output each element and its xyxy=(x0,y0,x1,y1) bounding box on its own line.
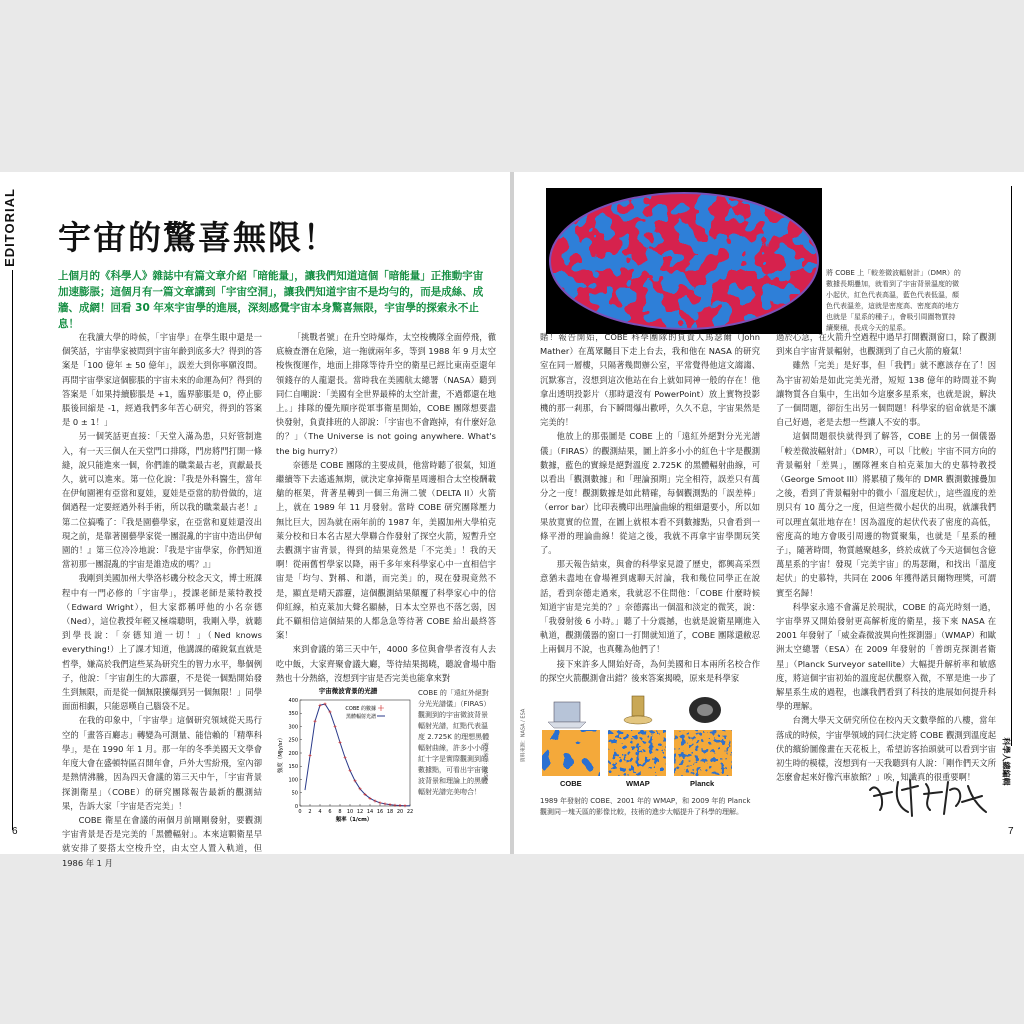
cobe-data-point xyxy=(344,756,347,759)
y-tick-label: 0 xyxy=(294,803,298,810)
cobe-satellite-icon xyxy=(548,702,586,728)
cmb-sky-map xyxy=(546,188,822,334)
paragraph: 科學家永遠不會滿足於現狀，COBE 的高光時刻一過，宇宙學界又開始發射更高解析度的衛星，接下來 NASA 在 2001 年發射了「威金森微波異向性探測器」（WMAP）和歐洲太空總署（ESA）在 2009 年發射的「普朗克探測者衛星」（Planck Surveyor satellite）大幅提升解析率和敏感度，將這個宇宙初始的溫度起伏觀察入微，不單是進一步了解星系生成的過程，也讓我們看到了科技的進展如何提升科學的理解。 xyxy=(776,601,996,712)
x-tick-label: 0 xyxy=(298,809,302,815)
page-number: 6 xyxy=(12,826,18,837)
text-column-1 xyxy=(62,330,262,868)
satellite-credit: 資料來源：NASA / ESA xyxy=(520,708,527,763)
cmb-spectrum-chart xyxy=(276,684,416,824)
x-tick-label: 10 xyxy=(346,809,354,815)
article-lede: 上個月的《科學人》雜誌中有篇文章介紹「暗能量」，讓我們知道這個「暗能量」正推動宇宙加速膨脹；這個月有一篇文章講到「宇宙空洞」，讓我們知道宇宙不是均勻的，而是成絲、成牆、成網！回看 30 年來宇宙學的進展，深刻感覺宇宙本身驚喜無限，宇宙學的探索永不止息！ xyxy=(58,270,484,330)
hot-region xyxy=(546,188,822,334)
text-column-2 xyxy=(276,330,496,683)
right-page xyxy=(514,172,1024,854)
paragraph: COBE 衛星在會議的兩個月前剛剛發射，要觀測宇宙背景是否是完美的「黑體輻射」。本來這顆衛星早就安排了要搭太空梭升空，由太空人置入軌道，但 1986 年 1 月 xyxy=(62,814,262,868)
cmb-map-svg xyxy=(546,188,822,334)
y-tick-label: 350 xyxy=(288,711,298,718)
text-column-4 xyxy=(776,330,996,818)
signature-svg xyxy=(864,772,994,822)
editor-label: 科學人總編輯 xyxy=(1001,737,1011,786)
paragraph: 接下來許多人開始好奇，為何美國和日本兩所名校合作的探空火箭觀測會出錯？後來答案揭曉，原來是科學家 xyxy=(540,658,760,683)
y-tick-label: 200 xyxy=(288,750,298,757)
paragraph: 過於心急，在火箭升空過程中過早打開觀測窗口，除了觀測到來自宇宙背景輻射，也觀測到了自己火箭的廢氣！ xyxy=(776,332,996,357)
planck-sky-patch xyxy=(674,730,732,776)
vertical-rule xyxy=(1011,186,1012,746)
paragraph: 在我的印象中，「宇宙學」這個研究領域從天馬行空的「畫答百廳志」轉變為可測量、能信賴的「精準科學」，是在 1990 年 1 月。那一年的冬季美國天文學會年度大會在盛頓特區召開年會，戶外大雪紛飛，室內卻是熱情沸騰，因為四天會議的第三天中午，「宇宙背景探測衛星」（COBE）的研究團隊報告最新的觀測結果，告訴大家「宇宙是否完美」！ xyxy=(62,715,262,811)
x-tick-label: 22 xyxy=(406,809,414,815)
label-cobe: COBE xyxy=(560,779,582,788)
label-wmap: WMAP xyxy=(626,779,650,788)
cobe-data-point xyxy=(339,741,342,744)
paragraph: 在我讀大學的時候，「宇宙學」在學生眼中還是一個笑話，宇宙學家被問到宇宙年齡到底多大？得到的答案是「100 億年 ± 50 億年」，誤差大到你寧願沒問。再問宇宙學家這個膨脹的宇宙未來的命運為何？得到的答案是「如果持續膨脹是 +1，臨界膨脹是 0，停止膨脹後回縮是 -1，經過我們多年苦心研究，得到的答案是 0 ± 1！」 xyxy=(62,332,262,428)
map-caption: 將 COBE 上「較差微波輻射計」（DMR）的數據長期疊加，就看到了宇宙背景溫度的微小起伏，紅色代表高溫，藍色代表低溫，顏色代表溫差，這就是密度高、密度高的地方也就是「星系的種子」，會吸引周圍物質持續聚積，長成今天的星系。 xyxy=(826,269,961,332)
cobe-data-point xyxy=(334,725,337,728)
wmap-satellite-icon xyxy=(624,696,652,724)
x-tick-label: 20 xyxy=(396,809,404,815)
chart-ylabel: 強度（MJy/sr） xyxy=(278,734,284,774)
signature-image xyxy=(864,772,994,822)
chart-credit: 資料來源：NASA xyxy=(481,742,488,781)
y-tick-label: 300 xyxy=(288,724,298,731)
x-tick-label: 2 xyxy=(308,809,312,815)
cobe-data-point xyxy=(319,704,322,707)
vertical-rule xyxy=(12,270,13,830)
cobe-data-point xyxy=(379,801,382,804)
paragraph: 我剛到美國加州大學洛杉磯分校念天文，博士班課程中有一門必修的「宇宙學」，授課老師是萊特教授（Edward Wright），但大家都稱呼他的小名奈德（Ned），這位教授年輕又極端聰明，我剛入學，就聽到學長說：「奈德知道一切！」（Ned knows everything!）上了課才知道，他講課的確銳氣直就是哲學，嫌高於我們這些某為研究生的智力水平，舉個例子，他說：「宇宙創生的大霹靂，不是從一個點開始發生到無限，而是從一個無限擴爆到另一個無限！」同學面面相覷，只能惡嘆自己腦袋不足。 xyxy=(62,573,262,712)
paragraph: 賭！報告開始，COBE 科學團隊的負責人馬瑟爾（John Mather）在萬眾矚目下走上台去，我和他在 NASA 的研究室在同一層樓，只隔著幾間辦公室，平常覺得他這文謅謅、沉默寡言，沒想到這次他站在台上就如同神一般的存在！他拿出透明投影片（那時還沒有 PowerPoint）放上實物投影機的那一剎那，台下瞬間爆出歡呼，久久不息，宇宙果然是完美的！ xyxy=(540,332,760,428)
satellite-caption: 1989 年發射的 COBE、2001 年的 WMAP，和 2009 年的 Planck 觀測同一塊天區的影像比較，技術的進步大幅提升了科學的理解。 xyxy=(540,797,751,816)
cobe-data-point xyxy=(309,754,312,757)
chart-xlabel: 頻率（1/cm） xyxy=(335,817,373,823)
x-tick-label: 16 xyxy=(376,809,384,815)
cobe-sky-patch xyxy=(542,730,600,776)
paragraph: 台灣大學天文研究所位在校內天文數學館的八樓，當年落成的時候，宇宙學領域的同仁決定將 COBE 觀測到溫度起伏的繽紛圖像畫在天花板上，希望訪客抬頭就可以看到宇宙初生時的模樣，沒想到有一天我聽到有人說：「剛作們天文所怎麼會起來好像汽車旅館？」唉，知識真的很重要啊！ xyxy=(776,715,996,783)
satellite-svg xyxy=(540,690,736,778)
left-page xyxy=(0,172,510,868)
satellite-comparison xyxy=(540,690,736,790)
paragraph: 雖然「完美」是好事，但「我們」就不應該存在了！因為宇宙初始是如此完美光滑，短短 138 億年的時間並不夠讓物質各自集中，生出如今這麼多星系來，也就是說，解決了一個問題，卻衍生出另一個問題！科學家的宿命就是不讓自己好過，老是去想一些讓人不安的事。 xyxy=(776,360,996,428)
cobe-data-point xyxy=(404,804,407,807)
legend-label-blackbody: 黑體輻射光譜 xyxy=(345,714,376,720)
chart-title: 宇宙微波背景的光譜 xyxy=(318,687,378,695)
article-title: 宇宙的驚喜無限！ xyxy=(58,218,338,257)
wmap-sky-patch xyxy=(608,730,666,776)
paragraph: 奈德是 COBE 團隊的主要成員，他當時聽了很氣，知道繼續等下去遙遙無期，就決定拿掉衛星周邊相合太空梭酬載艙的框架，背著星轉到一個三角洲二號（DELTA II）火箭上，就在 1989 年 11 月發射。當時 COBE 研究團隊壓力無比巨大，因為就在兩年前的 1987 年，美國加州大學柏克萊分校和日本名古屋大學聯合作發射了探空火箭，短暫升空去觀測宇宙背景，得到的結果竟然是「不完美」！我的天啊！從兩舊哲學家以降，兩千多年來科學家心中一直相信宇宙是「均勻、對稱、和諧，而完美」的，現在發現竟然不是，顯直是晴天霹靂，這個觀測結果顛覆了科學家心中的信仰紅線，柏克萊加大聲名顯赫，日本太空界也不落乞弱，因此不顧相信這個結果的人都急急等待著 COBE 給出最終答案！ xyxy=(276,459,496,641)
paragraph: 這個問題很快就得到了解答，COBE 上的另一個儀器「較差微波輻射計」（DMR），可以「比較」宇宙不同方向的背景輻射「差異」，團隊裡來自柏克萊加大的史慕特教授（George Smoot III）將累積了幾年的 DMR 觀測數據疊加之後，看到了背景輻射中的微小「溫度起伏」，這些溫度的差別只有 10 萬分之一度，但這些微小起伏的出現，就讓我們可以理直氣壯地存在！因為溫度的起伏代表了密度的高低，密度高的地方會吸引周邊的物質聚集，也就是「星系的種子」，隨著時間，物質越聚越多，終於成就了今天這個包含億萬星系的宇宙！發現「完美宇宙」的馬瑟爾，和找出「溫度起伏」的史慕特，共同在 2006 年獲得諾貝爾物理獎，可謂實至名歸！ xyxy=(776,431,996,598)
label-planck: Planck xyxy=(690,779,715,788)
y-tick-label: 400 xyxy=(288,697,298,704)
paragraph: 另一個笑話更直接：「天堂入滿為患，只好管制進入，有一天三個人在天堂門口排隊，門房將門打開一條縫，說只能進來一個，你們誰的職業最古老，貢獻最長久，就可以進來。第一位化說：『我是外科醫生，當年在伊甸園裡有亞當和夏娃，夏娃是亞當的肋骨做的，這個過程一定要經過外科手術，所以我的職業最古老！』第二位搞嘴了：『我是園藝學家，在亞當和夏娃還沒出現之前，是靠著園藝學家從一團混亂的宇宙中造出伊甸園的！』第三位冷冷地說：『我是宇宙學家，你們知道當初那一團混亂的宇宙是誰造成的嗎？』」 xyxy=(62,431,262,570)
x-tick-label: 8 xyxy=(338,809,342,815)
x-tick-label: 6 xyxy=(328,809,332,815)
cobe-data-point xyxy=(314,720,317,723)
chart-legend xyxy=(345,705,385,720)
page-number: 7 xyxy=(1008,826,1014,837)
legend-marker-cobe xyxy=(378,705,384,711)
chart-svg xyxy=(276,684,416,824)
x-tick-label: 18 xyxy=(386,809,394,815)
paragraph: 那天報告結束，與會的科學家見證了歷史，都興高采烈意猶未盡地在會場裡到處聊天討論，我和幾位同學正在說話，看到奈德走過來，我就忍不住問他：「COBE 什麼時候知道宇宙是完美的？」奈德露出一個溫和淡定的微笑，說：「我發射後 6 小時。」聽了十分震撼，也就是說衛星剛進入軌道，觀測儀器的窗口一打開就知道了，COBE 團隊還敝忍上兩個月不說，也真難為他們了！ xyxy=(540,559,760,655)
section-label: EDITORIAL xyxy=(1,188,17,267)
paragraph: 「挑戰者號」在升空時爆炸，太空梭機隊全面停飛，徹底檢查潛在危險，這一拖就兩年多，等到 1988 年 9 月太空梭恢復運作，地面上排隊等待升空的衛星已經比東南亞還年領錢存的人龍還長。當時我在美國航太總署（NASA）聽到同仁自嘲說：「美國有全世界最棒的太空計畫，不過都還在地上。」排隊的優先順序從軍事衛星開始，COBE 團隊想要盡快發射，負責排班的人卻說：「宇宙也不會跑掉，有什麼好急的？」（The Universe is not going anywhere. What's the big hurry?） xyxy=(276,332,496,456)
y-tick-label: 250 xyxy=(288,737,298,744)
paragraph: 他放上的那張圖是 COBE 上的「遠紅外絕對分光光譜儀」（FIRAS）的觀測結果，圖上許多小小的紅色十字是觀測數據，藍色的實線是絕對溫度 2.725K 的黑體輻射曲線，可以看出「觀測數據」和「理論預期」完全相符，誤差只有萬分之一度！觀測數據是如此精確，每個觀測點的「誤差棒」（error bar）比印表機印出理論曲線的粗細還要小，所以如果放寬實的位置，在圖上就根本看不到數據點，只會看到一條平滑的理論曲線！從這之後，我就不再拿宇宙學開玩笑了。 xyxy=(540,431,760,556)
x-tick-label: 14 xyxy=(366,809,374,815)
cobe-data-point xyxy=(384,802,387,805)
y-tick-label: 150 xyxy=(288,764,298,771)
legend-label-cobe: COBE 的數據 xyxy=(345,706,376,712)
planck-satellite-icon xyxy=(689,697,721,723)
y-tick-label: 100 xyxy=(288,777,298,784)
y-tick-label: 50 xyxy=(291,790,298,797)
text-column-3 xyxy=(540,330,760,702)
chart-caption: COBE 的「遠紅外絕對分光光譜儀」（FIRAS）觀測到的宇宙微波背景輻射光譜，紅點代表溫度 2.725K 的理想黑體輻射曲線，許多小小的紅十字是實際觀測到的數據點，可看出宇宙微波背景和理論上的黑體輻射光譜完美吻合！ xyxy=(418,689,491,796)
x-tick-label: 4 xyxy=(318,809,322,815)
paragraph: 來到會議的第三天中午，4000 多位與會學者沒有人去吃中飯，大家齊聚會議大廳，等待結果揭曉，聽說會場中脂熱也十分熱絡，沒想到宇宙是否完美也能拿來對 xyxy=(276,644,496,683)
x-tick-label: 12 xyxy=(356,809,364,815)
cobe-data-point xyxy=(399,804,402,807)
